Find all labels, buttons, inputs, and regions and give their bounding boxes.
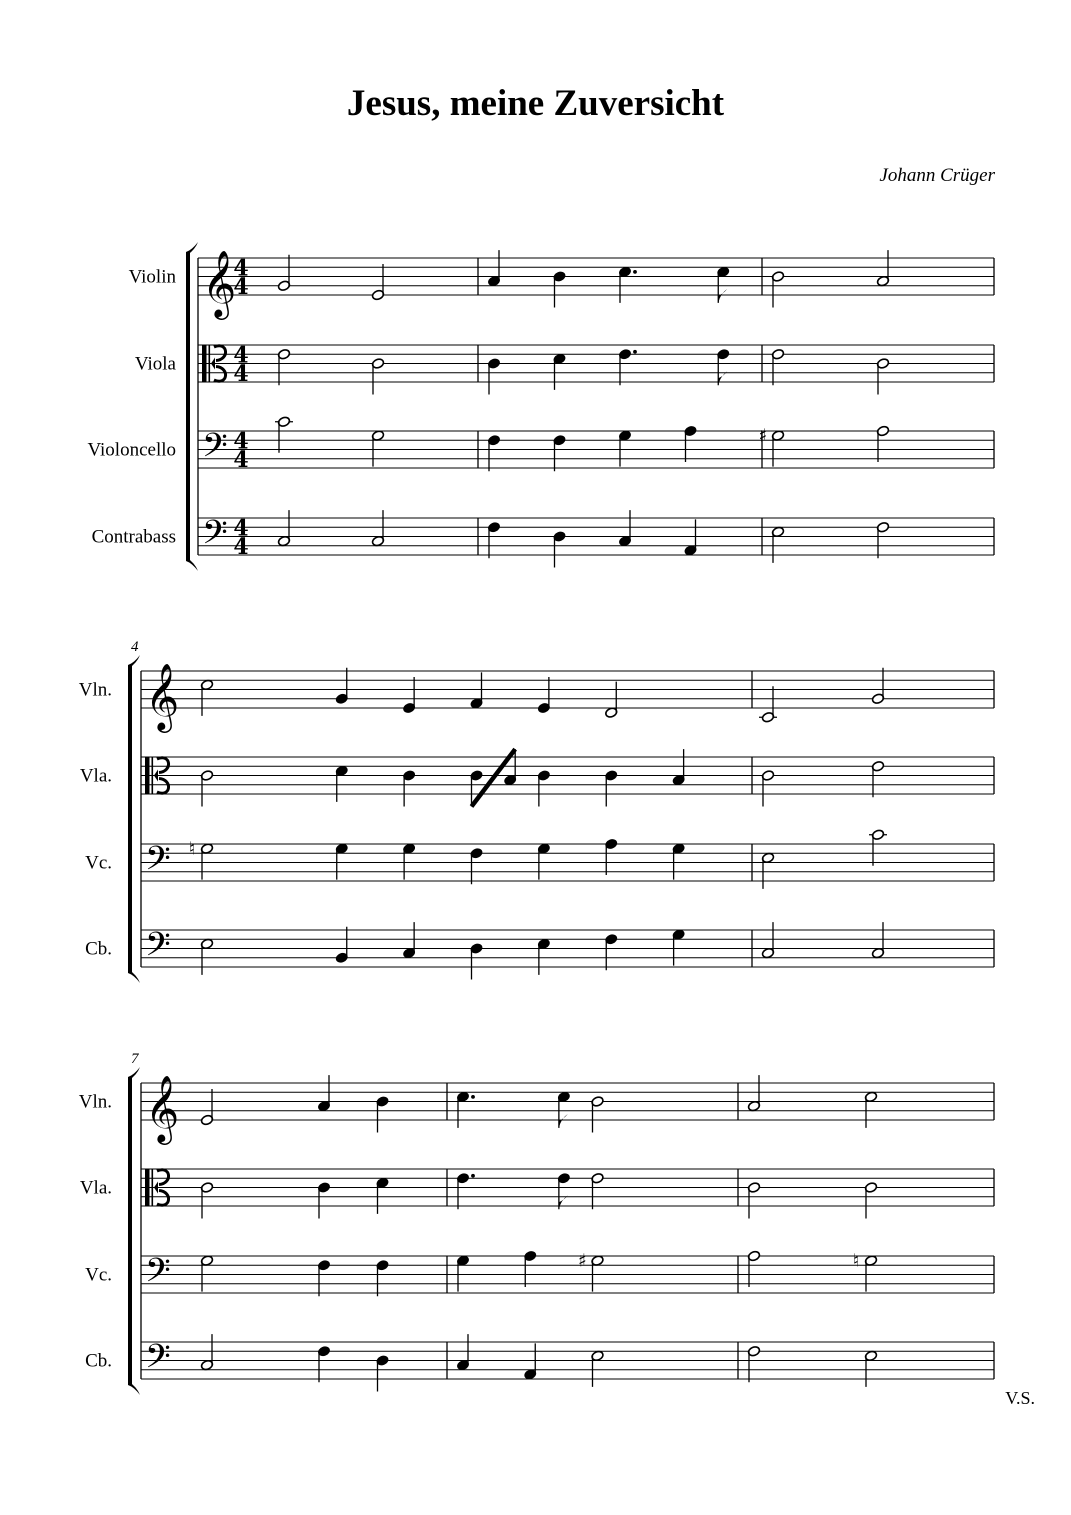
quarter-note (335, 765, 348, 802)
staff-contrabass (85, 1338, 994, 1384)
system-3 (79, 1051, 994, 1395)
half-note (771, 348, 784, 385)
instrument-label: Violoncello (87, 439, 176, 461)
half-note (771, 271, 784, 308)
half-note (578, 1251, 604, 1292)
half-note (371, 430, 384, 467)
quarter-note (618, 510, 631, 547)
quarter-note (605, 933, 618, 970)
bracket-bottom-hook (186, 557, 198, 571)
bass-clef-icon: 𝄢 (145, 925, 171, 972)
quarter-note (487, 358, 500, 395)
treble-clef-icon: 𝄞 (202, 249, 237, 317)
quarter-note (402, 677, 415, 714)
half-note (761, 770, 774, 807)
half-note (200, 1182, 213, 1219)
quarter-note (553, 434, 566, 471)
half-note (869, 829, 887, 866)
half-note (864, 1182, 877, 1219)
half-note (759, 686, 777, 723)
quarter-note (402, 770, 415, 807)
quarter-note (402, 843, 415, 880)
staff-violin (79, 1074, 994, 1145)
staff-violin (129, 249, 994, 320)
half-note (371, 510, 384, 547)
eighth-note (557, 1172, 570, 1209)
augmentation-dot (633, 350, 637, 354)
staff-violin (79, 662, 994, 733)
measure-number: 7 (131, 1051, 139, 1067)
half-note (200, 770, 213, 807)
instrument-label: Vln. (78, 1091, 112, 1113)
instrument-label: Cb. (85, 1350, 112, 1372)
quarter-note (672, 929, 685, 966)
quarter-note (605, 838, 618, 875)
quarter-note (672, 749, 685, 786)
quarter-note (470, 943, 483, 980)
instrument-label: Vln. (78, 679, 112, 701)
quarter-note (317, 1345, 330, 1382)
bass-clef-icon: 𝄢 (145, 1251, 171, 1298)
quarter-note (684, 425, 697, 462)
quarter-note (456, 1255, 469, 1292)
half-note (189, 839, 214, 880)
half-note (200, 679, 213, 716)
half-note (747, 1075, 760, 1112)
quarter-note (317, 1259, 330, 1296)
half-note (277, 510, 290, 547)
system-1 (87, 242, 994, 571)
quarter-note (553, 271, 566, 308)
system-bracket (128, 1077, 132, 1385)
instrument-label: Vc. (85, 852, 112, 874)
quarter-note (376, 1259, 389, 1296)
quarter-note (684, 519, 697, 556)
bracket-top-hook (128, 1067, 140, 1081)
instrument-label: Vla. (79, 1177, 112, 1199)
bracket-top-hook (186, 242, 198, 256)
half-note (200, 1255, 213, 1292)
staff-contrabass (92, 514, 994, 560)
instrument-label: Vc. (85, 1264, 112, 1286)
half-note (871, 760, 884, 797)
half-note (761, 852, 774, 889)
half-note (371, 264, 384, 301)
sharp-icon: ♯ (758, 425, 768, 447)
quarter-note (376, 1096, 389, 1133)
time-signature-denominator: 4 (233, 361, 249, 387)
natural-icon: ♮ (852, 1250, 860, 1272)
bass-clef-icon: 𝄢 (202, 513, 228, 560)
system-bracket (128, 665, 132, 973)
quarter-note (335, 668, 348, 705)
instrument-label: Cb. (85, 938, 112, 960)
bass-clef-icon: 𝄢 (202, 426, 228, 473)
time-signature-denominator: 4 (233, 534, 249, 560)
quarter-note (456, 1334, 469, 1371)
instrument-label: Vla. (79, 765, 112, 787)
quarter-note (487, 434, 500, 471)
quarter-note (456, 1091, 475, 1128)
half-note (747, 1182, 760, 1219)
half-note (853, 1251, 878, 1292)
quarter-note (470, 672, 483, 709)
natural-icon: ♮ (188, 838, 196, 860)
time-signature-numerator: 4 (233, 515, 249, 542)
augmentation-dot (471, 1095, 475, 1099)
half-note (591, 1350, 604, 1387)
staff-violoncello (87, 427, 994, 473)
half-note (864, 1091, 877, 1128)
quarter-note (672, 843, 685, 880)
quarter-note (524, 1343, 537, 1380)
quarter-note (618, 430, 631, 467)
half-note (864, 1350, 877, 1387)
measure-number: 4 (131, 639, 139, 655)
half-note (371, 358, 384, 395)
half-note (876, 250, 889, 287)
half-note (871, 668, 884, 705)
quarter-note (317, 1075, 330, 1112)
quarter-note (487, 521, 500, 558)
eighth-note (557, 1091, 570, 1128)
quarter-note (537, 770, 550, 807)
eighth-note (717, 266, 730, 303)
quarter-note (487, 250, 500, 287)
treble-clef-icon: 𝄞 (145, 662, 180, 730)
page-turn-marker: V.S. (1005, 1388, 1035, 1408)
note-flag (718, 371, 727, 385)
quarter-note (537, 938, 550, 975)
quarter-note (553, 531, 566, 568)
quarter-note (524, 1250, 537, 1287)
half-note (761, 922, 774, 959)
half-note (591, 1096, 604, 1133)
bass-clef-icon: 𝄢 (145, 839, 171, 886)
note-flag (718, 289, 727, 303)
quarter-note (537, 677, 550, 714)
half-note (871, 922, 884, 959)
augmentation-dot (633, 270, 637, 274)
staff-viola (80, 1169, 994, 1206)
quarter-note (317, 1182, 330, 1219)
staff-viola (80, 757, 994, 794)
half-note (200, 1089, 213, 1126)
half-note (876, 521, 889, 558)
instrument-label: Viola (134, 353, 176, 375)
half-note (275, 416, 293, 453)
half-note (605, 682, 618, 719)
half-note (747, 1250, 760, 1287)
quarter-note (335, 927, 348, 964)
eighth-note (717, 348, 730, 385)
half-note (277, 348, 290, 385)
half-note (277, 255, 290, 292)
staff-contrabass (85, 926, 994, 972)
quarter-note (537, 843, 550, 880)
quarter-note (402, 922, 415, 959)
score-title: Jesus, meine Zuversicht (346, 83, 725, 124)
half-note (876, 425, 889, 462)
time-signature-numerator: 4 (233, 428, 249, 455)
augmentation-dot (471, 1174, 475, 1178)
quarter-note (553, 353, 566, 390)
half-note (200, 1334, 213, 1371)
composer-credit: Johann Crüger (879, 165, 995, 186)
time-signature-numerator: 4 (233, 255, 249, 282)
bracket-top-hook (128, 655, 140, 669)
time-signature-numerator: 4 (233, 342, 249, 369)
half-note (747, 1345, 760, 1382)
half-note (771, 526, 784, 563)
quarter-note (335, 843, 348, 880)
half-note (200, 938, 213, 975)
instrument-label: Contrabass (91, 526, 176, 548)
quarter-note (605, 770, 618, 807)
treble-clef-icon: 𝄞 (145, 1074, 180, 1142)
staff-viola (135, 343, 994, 388)
time-signature-denominator: 4 (233, 274, 249, 300)
bracket-bottom-hook (128, 969, 140, 983)
note-flag (559, 1114, 568, 1128)
half-note (876, 358, 889, 395)
bass-clef-icon: 𝄢 (145, 1337, 171, 1384)
instrument-label: Violin (128, 266, 176, 288)
time-signature-denominator: 4 (233, 447, 249, 473)
quarter-note (618, 266, 637, 303)
quarter-note (470, 847, 483, 884)
sharp-icon: ♯ (578, 1250, 587, 1272)
bracket-bottom-hook (128, 1381, 140, 1395)
system-2 (79, 639, 994, 983)
note-flag (559, 1195, 568, 1209)
quarter-note (376, 1177, 389, 1214)
system-bracket (186, 252, 190, 561)
quarter-note (376, 1355, 389, 1392)
half-note (591, 1172, 604, 1209)
